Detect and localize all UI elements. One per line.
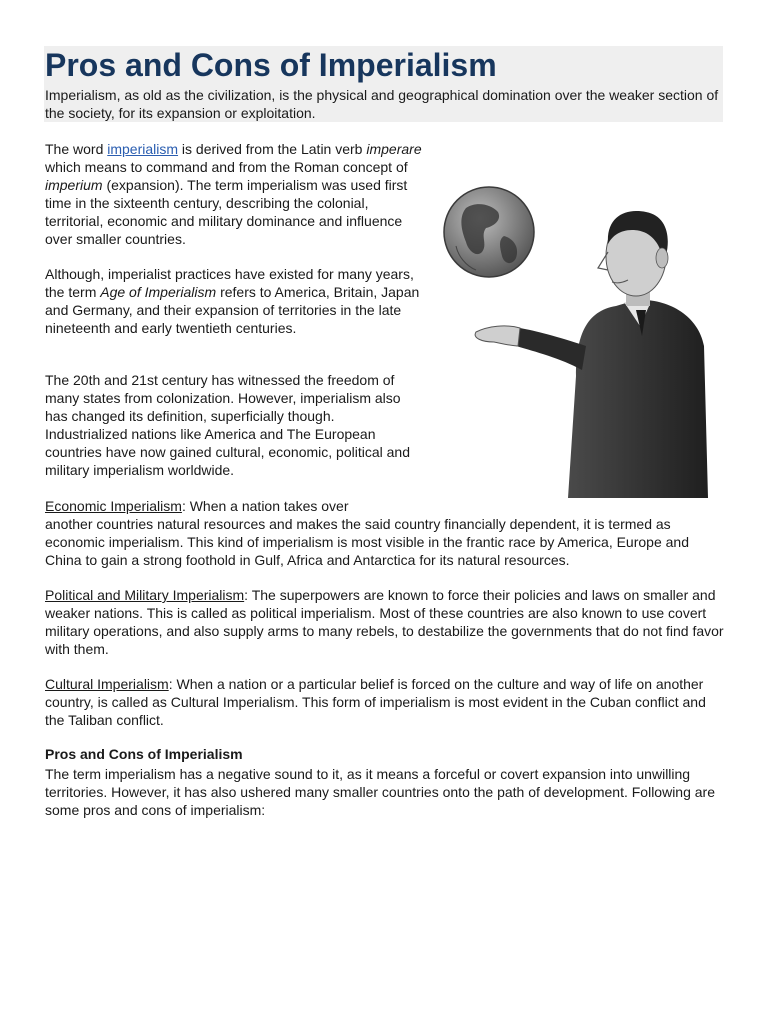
text-span: : The superpowers are known to force their policies and laws on smaller and weaker nations. This is called as political imperialism. Most of these countries are also known to use covert military operations, and also supply arms to many rebels, to destabilize the governments that do not find favor with them. xyxy=(45,587,724,657)
paragraph-economic xyxy=(45,497,725,569)
paragraph-political xyxy=(45,586,725,658)
imperialism-link[interactable]: imperialism xyxy=(107,141,179,157)
political-term: Political and Military Imperialism xyxy=(45,587,245,603)
page-title: Pros and Cons of Imperialism xyxy=(45,47,497,83)
text-span: The word xyxy=(45,141,108,157)
paragraph-modern: The 20th and 21st century has witnessed the freedom of many states from colonization. However, imperialism also has changed its definition, superficially though. Industrialized nations like America and The European countries have now gained cultural, economic, political and military imperialism worldwide. xyxy=(45,372,410,478)
text-span: (expansion). The term imperialism was used first time in the sixteenth century, describing the colonial, territorial, economic and military dominance and influence over smaller countries. xyxy=(45,177,408,247)
text-span: which means to command and from the Roman concept of xyxy=(45,159,408,175)
man-holding-globe-illustration xyxy=(436,186,708,498)
text-span: : When a nation takes over xyxy=(181,498,349,514)
economic-term: Economic Imperialism xyxy=(45,498,182,514)
latin-term: imperium xyxy=(45,177,103,193)
paragraph-cultural xyxy=(45,675,725,729)
section-heading: Pros and Cons of Imperialism xyxy=(45,746,243,762)
intro-paragraph: Imperialism, as old as the civilization, is the physical and geographical domination over the weaker section of the society, for its expansion or exploitation. xyxy=(45,87,719,121)
cultural-term: Cultural Imperialism xyxy=(45,676,169,692)
text-span: is derived from the Latin verb xyxy=(178,141,367,157)
text-span: Although, imperialist practices have existed for many years, the term xyxy=(45,266,414,300)
paragraph-origin xyxy=(45,140,425,248)
text-span: another countries natural resources and makes the said country financially dependent, it is termed as economic imperialism. This kind of imperialism is most visible in the frantic race by America, Europe and China to gain a strong foothold in Gulf, Africa and Antarctica for its natural resources. xyxy=(45,516,689,568)
text-span: : When a nation or a particular belief is forced on the culture and way of life on another country, is called as Cultural Imperialism. This form of imperialism is most evident in the Cuban conflict and the Taliban conflict. xyxy=(45,676,706,728)
text-span: refers to America, Britain, Japan and Germany, and their expansion of territories in the late nineteenth and early twentieth centuries. xyxy=(45,284,420,336)
section-paragraph: The term imperialism has a negative sound to it, as it means a forceful or covert expansion into unwilling territories. However, it has also ushered many smaller countries onto the path of development. Following are some pros and cons of imperialism: xyxy=(45,766,716,818)
age-term: Age of Imperialism xyxy=(100,284,217,300)
paragraph-age xyxy=(45,265,425,337)
globe-icon xyxy=(444,187,534,277)
latin-term: imperare xyxy=(366,141,422,157)
